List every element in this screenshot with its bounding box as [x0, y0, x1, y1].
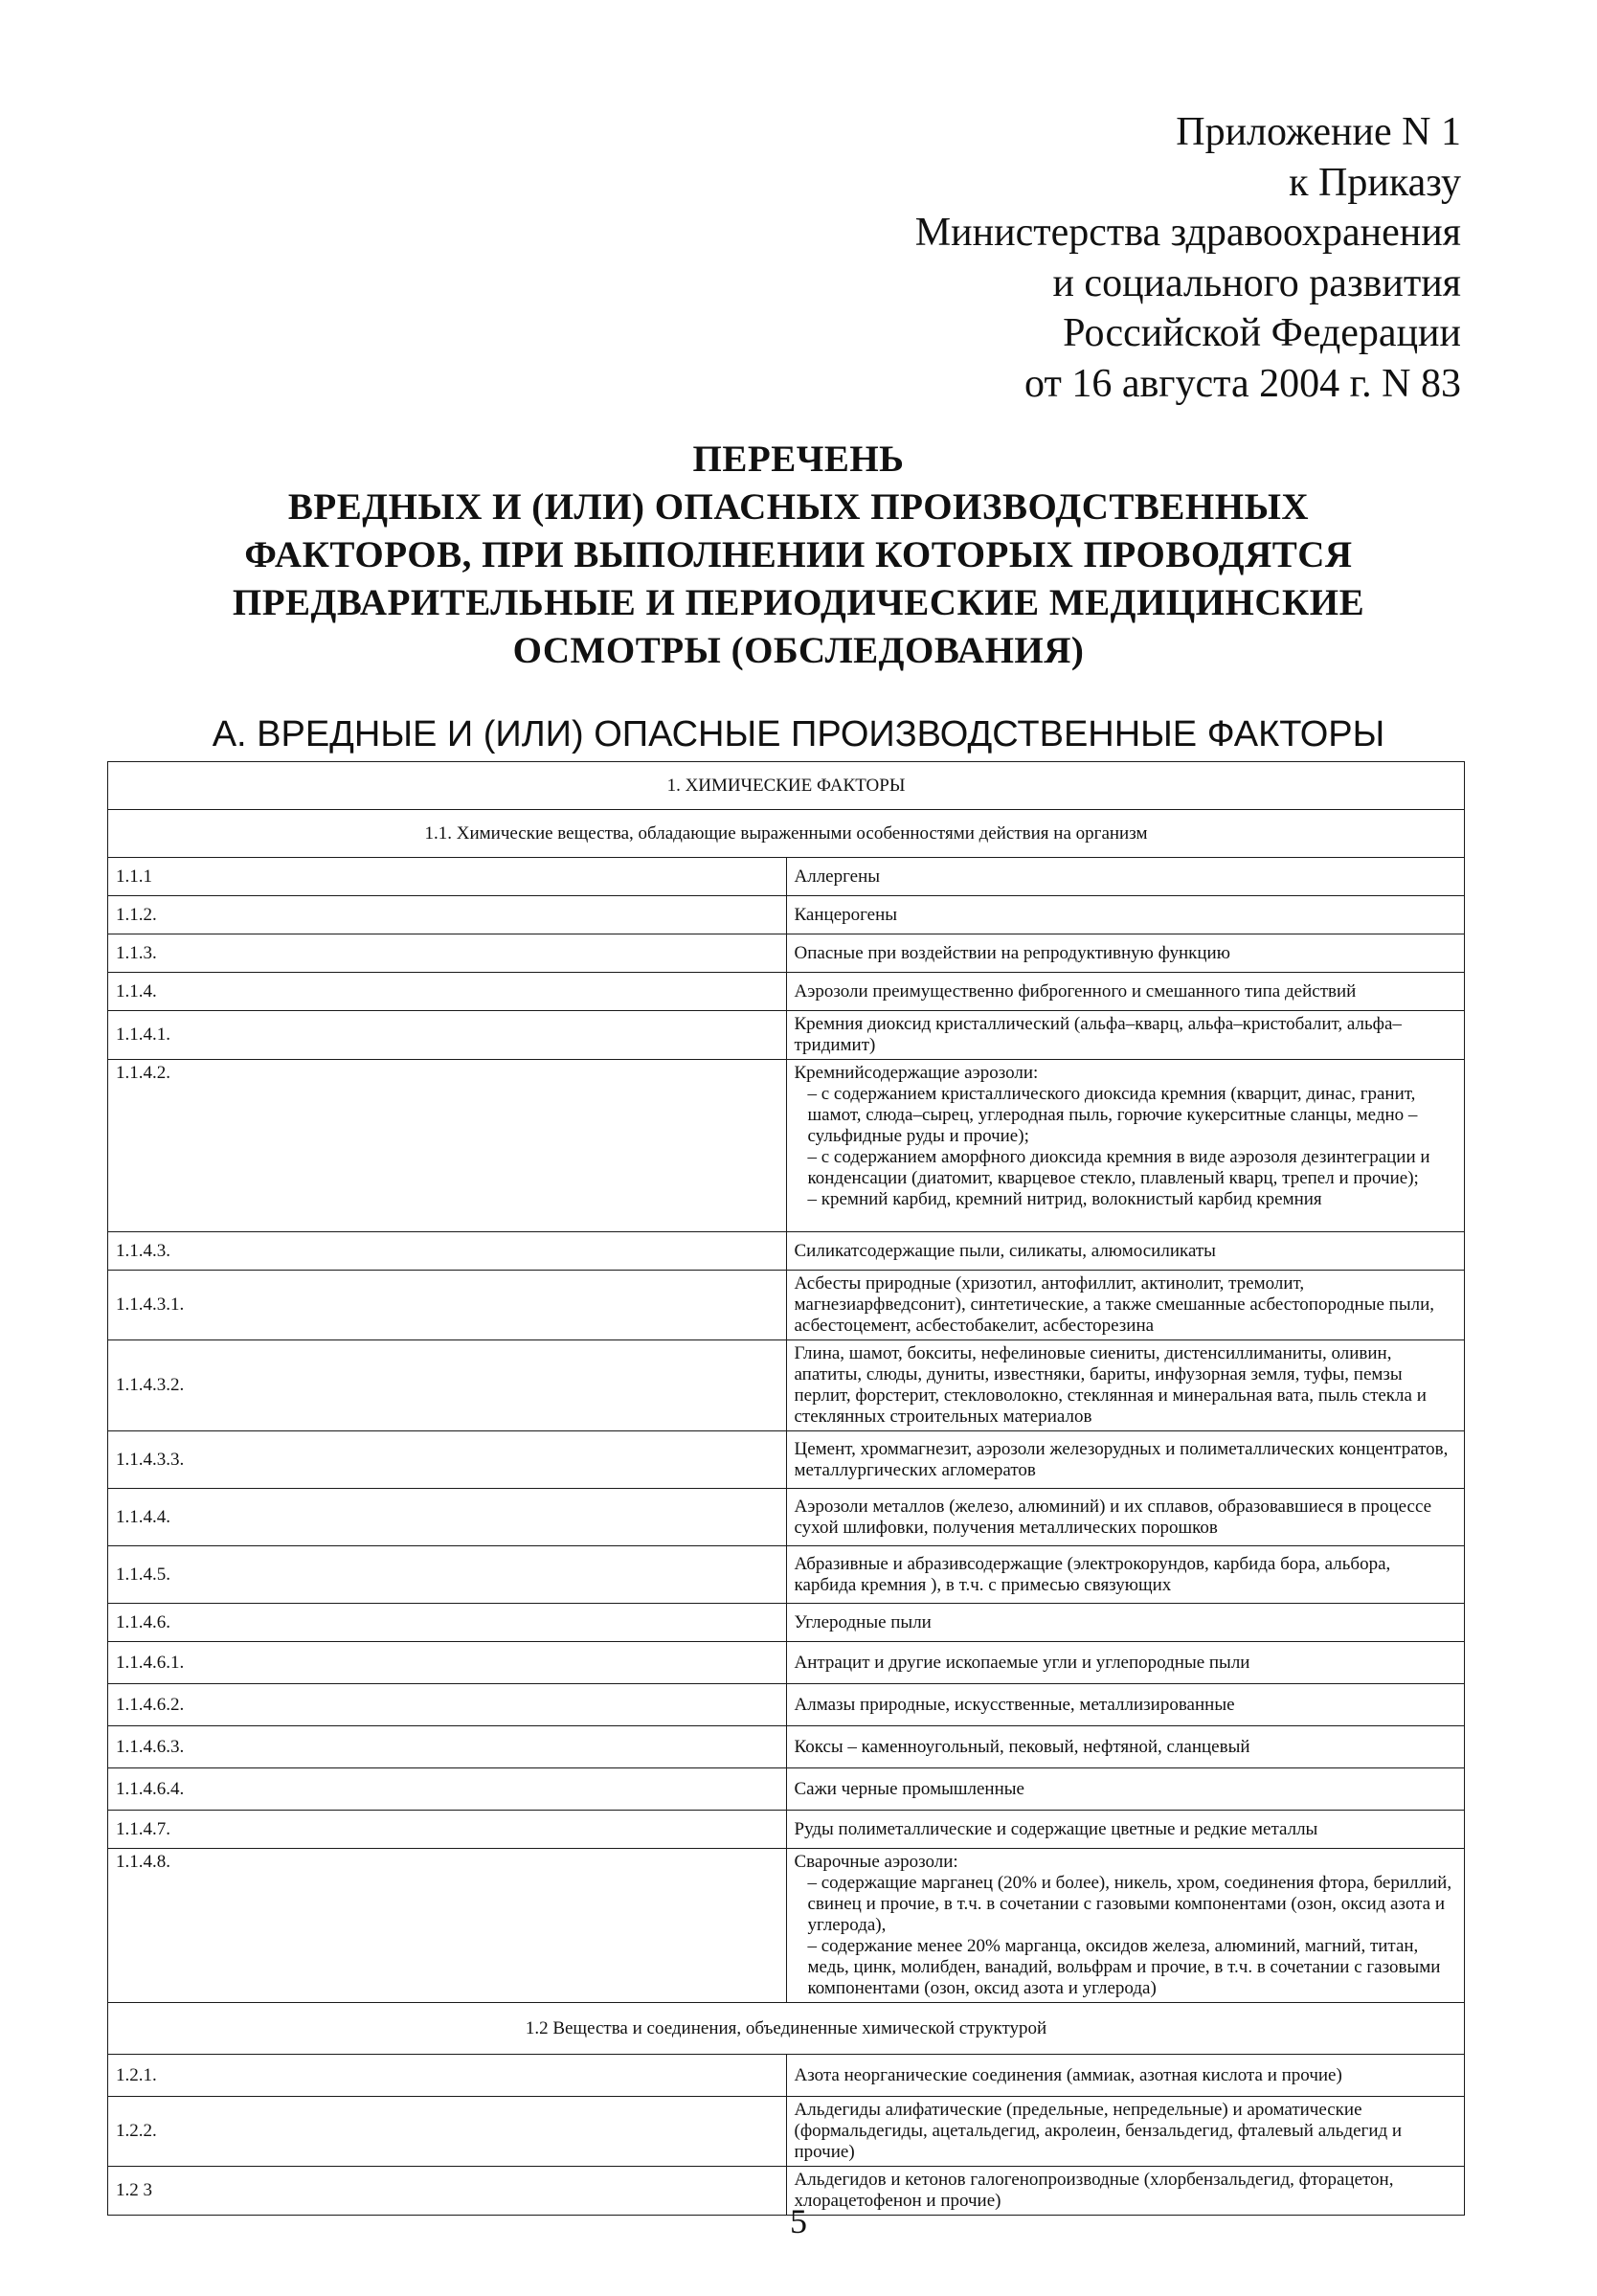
title-line: ПРЕДВАРИТЕЛЬНЫЕ И ПЕРИОДИЧЕСКИЕ МЕДИЦИНСКИЕ — [232, 582, 1365, 623]
factor-description — [786, 1726, 1465, 1768]
factor-description — [786, 1811, 1465, 1849]
description-line: Аэрозоли преимущественно фиброгенного и смешанного типа действий — [794, 980, 1357, 1002]
table-row — [108, 1489, 1465, 1546]
factor-code: 1.1.4.6.2. — [108, 1684, 787, 1726]
factor-code: 1.2 3 — [108, 2167, 787, 2216]
description-line: Опасные при воздействии на репродуктивную функцию — [794, 942, 1230, 963]
appendix-line: к Приказу — [1289, 160, 1461, 205]
subsection-1-2-header: 1.2 Вещества и соединения, объединенные химической структурой — [108, 2003, 1465, 2055]
factor-description — [786, 2055, 1465, 2097]
factor-description — [786, 1684, 1465, 1726]
factor-code: 1.1.3. — [108, 934, 787, 973]
description-line: Глина, шамот, бокситы, нефелиновые сиениты, дистенсиллиманиты, оливин, апатиты, слюды, дуниты, известняки, бариты, инфузорная земля, туфы, пемзы перлит, форстерит, стекловолокно, стеклянная и минеральная вата, пыль стекла и стеклянных строительных материалов — [794, 1343, 1427, 1427]
factor-code: 1.1.2. — [108, 896, 787, 934]
factor-code: 1.1.4.6.4. — [108, 1768, 787, 1811]
description-line: Аэрозоли металлов (железо, алюминий) и их сплавов, образовавшиеся в процессе сухой шлифовки, получения металлических порошков — [794, 1496, 1432, 1538]
factor-description — [786, 1546, 1465, 1604]
description-line: – с содержанием аморфного диоксида кремния в виде аэрозоля дезинтеграции и конденсации (диатомит, кварцевое стекло, плавленый кварц, трепел и прочие); — [807, 1147, 1430, 1188]
description-line: Канцерогены — [794, 904, 898, 925]
factor-description — [786, 1271, 1465, 1340]
factor-code: 1.1.4.3.1. — [108, 1271, 787, 1340]
factor-code: 1.1.4.3.3. — [108, 1431, 787, 1489]
description-line: – содержание менее 20% марганца, оксидов железа, алюминий, магний, титан, медь, цинк, молибден, ванадий, вольфрам и прочие, в т.ч. в сочетании с газовыми компонентами (озон, оксид азота и углерода) — [807, 1936, 1441, 1998]
table-row — [108, 1060, 1465, 1232]
table-row — [108, 1431, 1465, 1489]
appendix-line: Российской Федерации — [1063, 311, 1461, 355]
factor-description — [786, 1431, 1465, 1489]
description-line: Силикатсодержащие пыли, силикаты, алюмосиликаты — [794, 1240, 1216, 1261]
description-line: Альдегидов и кетонов галогенопроизводные (хлорбензальдегид, фторацетон, хлорацетофенон и прочие) — [794, 2170, 1394, 2211]
factor-code: 1.1.4.7. — [108, 1811, 787, 1849]
factor-description — [786, 1060, 1465, 1232]
description-line: Цемент, хроммагнезит, аэрозоли железорудных и полиметаллических концентратов, металлургических агломератов — [794, 1438, 1449, 1480]
document-title — [96, 436, 1501, 675]
description-line: Кремния диоксид кристаллический (альфа–кварц, альфа–кристобалит, альфа–тридимит) — [794, 1014, 1402, 1055]
factor-code: 1.2.2. — [108, 2097, 787, 2167]
description-line: Абразивные и абразивсодержащие (электрокорундов, карбида бора, альбора, карбида кремния ), в т.ч. с примесью связующих — [794, 1553, 1391, 1595]
appendix-line: Министерства здравоохранения — [914, 211, 1461, 255]
factor-code: 1.1.4.6. — [108, 1604, 787, 1642]
factor-description — [786, 934, 1465, 973]
description-line: Антрацит и другие ископаемые угли и углепородные пыли — [794, 1652, 1250, 1673]
table-row — [108, 1546, 1465, 1604]
factor-description — [786, 1011, 1465, 1060]
factor-description — [786, 1340, 1465, 1431]
description-line: Кремнийсодержащие аэрозоли: — [794, 1063, 1039, 1083]
appendix-line: и социального развития — [1052, 260, 1461, 305]
table-row — [108, 1726, 1465, 1768]
table-row — [108, 1768, 1465, 1811]
description-line: – с содержанием кристаллического диоксида кремния (кварцит, динас, гранит, шамот, слюда–сырец, углеродная пыль, горючие кукерситные сланцы, медно –сульфидные руды и прочие); — [807, 1084, 1418, 1146]
description-line: Коксы – каменноугольный, пековый, нефтяной, сланцевый — [794, 1736, 1250, 1757]
table-row — [108, 1849, 1465, 2003]
table-row — [108, 2097, 1465, 2167]
description-line: Асбесты природные (хризотил, антофиллит, актинолит, тремолит, магнезиарфведсонит), синтетические, а также смешанные асбестопородные пыли, асбестоцемент, асбестобакелит, асбесторезина — [794, 1273, 1435, 1336]
table-subheader-row — [108, 810, 1465, 858]
description-line: Сварочные аэрозоли: — [794, 1852, 958, 1872]
factor-description — [786, 858, 1465, 896]
table-row — [108, 1604, 1465, 1642]
factor-description — [786, 1768, 1465, 1811]
page-number: 5 — [790, 2202, 807, 2240]
factor-code: 1.1.4.1. — [108, 1011, 787, 1060]
factor-description — [786, 1642, 1465, 1684]
factor-code: 1.1.4.6.1. — [108, 1642, 787, 1684]
table-row — [108, 1642, 1465, 1684]
factor-code: 1.2.1. — [108, 2055, 787, 2097]
table-row — [108, 1271, 1465, 1340]
factor-description — [786, 1604, 1465, 1642]
description-line: Сажи черные промышленные — [794, 1778, 1024, 1799]
table-row — [108, 1340, 1465, 1431]
table-row — [108, 1011, 1465, 1060]
factor-description — [786, 1232, 1465, 1271]
subsection-1-1-header: 1.1. Химические вещества, обладающие выраженными особенностями действия на организм — [108, 810, 1465, 858]
table-row — [108, 973, 1465, 1011]
table-row — [108, 1232, 1465, 1271]
factor-description — [786, 896, 1465, 934]
chemical-factors-header: 1. ХИМИЧЕСКИЕ ФАКТОРЫ — [108, 762, 1465, 810]
description-line: – кремний карбид, кремний нитрид, волокнистый карбид кремния — [807, 1189, 1322, 1209]
factor-code: 1.1.4.2. — [108, 1060, 787, 1232]
table-header-row — [108, 762, 1465, 810]
table-row — [108, 896, 1465, 934]
factor-code: 1.1.4.4. — [108, 1489, 787, 1546]
factor-code: 1.1.4.3.2. — [108, 1340, 787, 1431]
factor-code: 1.1.4.3. — [108, 1232, 787, 1271]
title-line: ОСМОТРЫ (ОБСЛЕДОВАНИЯ) — [512, 630, 1085, 671]
factor-code: 1.1.1 — [108, 858, 787, 896]
description-line: Алмазы природные, искусственные, металлизированные — [794, 1694, 1235, 1715]
factor-description — [786, 2097, 1465, 2167]
factor-code: 1.1.4.6.3. — [108, 1726, 787, 1768]
factor-description — [786, 1849, 1465, 2003]
appendix-line: Приложение N 1 — [1176, 110, 1461, 154]
description-line: Углеродные пыли — [794, 1611, 932, 1632]
section-heading: А. ВРЕДНЫЕ И (ИЛИ) ОПАСНЫЕ ПРОИЗВОДСТВЕННЫЕ ФАКТОРЫ — [212, 714, 1385, 754]
table-row — [108, 1811, 1465, 1849]
factor-code: 1.1.4. — [108, 973, 787, 1011]
description-line: Руды полиметаллические и содержащие цветные и редкие металлы — [794, 1818, 1318, 1839]
description-line: Азота неорганические соединения (аммиак, азотная кислота и прочие) — [794, 2064, 1342, 2085]
description-line: Аллергены — [794, 866, 881, 887]
description-line: – содержащие марганец (20% и более), никель, хром, соединения фтора, бериллий, свинец и прочие, в т.ч. в сочетании с газовыми компонентами (озон, оксид азота и углерода), — [807, 1873, 1452, 1935]
factor-code: 1.1.4.8. — [108, 1849, 787, 2003]
appendix-line: от 16 августа 2004 г. N 83 — [1024, 361, 1461, 406]
table-row — [108, 934, 1465, 973]
title-line: ФАКТОРОВ, ПРИ ВЫПОЛНЕНИИ КОТОРЫХ ПРОВОДЯТСЯ — [244, 534, 1353, 575]
table-row — [108, 1684, 1465, 1726]
description-line: Альдегиды алифатические (предельные, непредельные) и ароматические (формальдегиды, ацетальдегид, акролеин, бензальдегид, фталевый альдегид и прочие) — [794, 2100, 1403, 2162]
factor-description — [786, 973, 1465, 1011]
title-line: ВРЕДНЫХ И (ИЛИ) ОПАСНЫХ ПРОИЗВОДСТВЕННЫХ — [287, 486, 1310, 528]
factor-description — [786, 1489, 1465, 1546]
table-subheader-row — [108, 2003, 1465, 2055]
appendix-block — [915, 107, 1461, 409]
title-line: ПЕРЕЧЕНЬ — [692, 439, 905, 480]
factor-code: 1.1.4.5. — [108, 1546, 787, 1604]
table-row — [108, 2055, 1465, 2097]
factors-table — [107, 761, 1465, 2216]
table-row — [108, 858, 1465, 896]
